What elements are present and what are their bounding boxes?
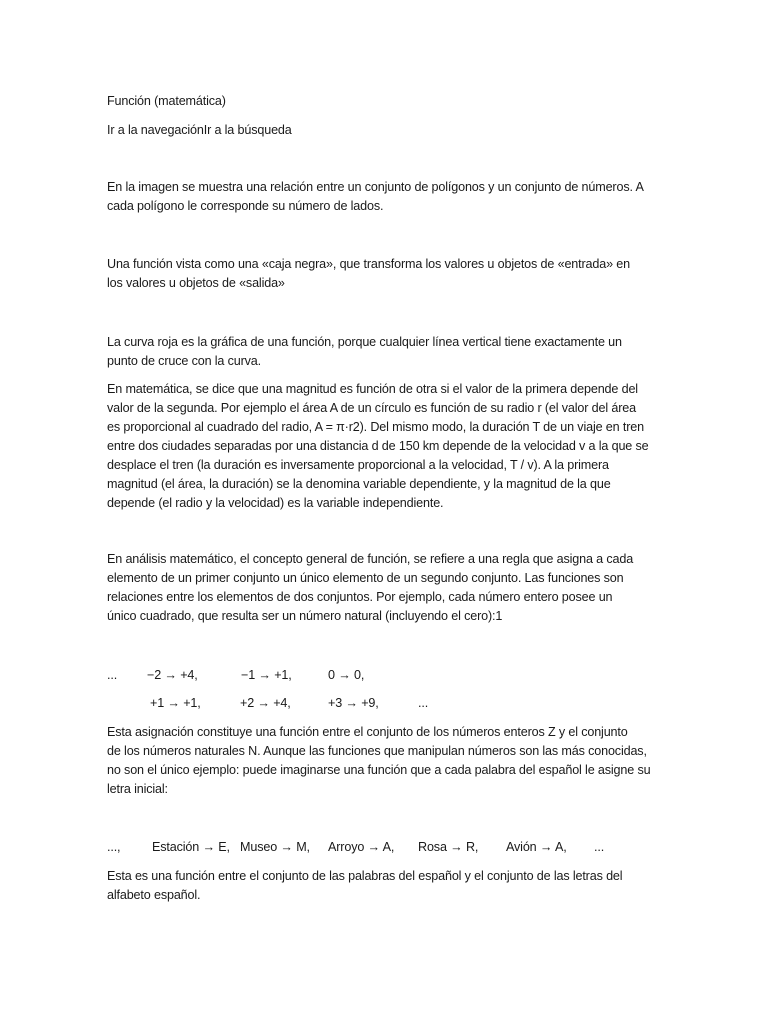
mapping-item: +2 → +4, <box>240 696 291 710</box>
nav-links-line: Ir a la navegaciónIr a la búsqueda <box>107 123 292 137</box>
paragraph-line: punto de cruce con la curva. <box>107 354 262 368</box>
paragraph-line: Una función vista como una «caja negra», que transforma los valores u objetos de «entrada» en <box>107 257 631 271</box>
paragraph-line: los valores u objetos de «salida» <box>107 276 285 290</box>
mapping-item: −2 → +4, <box>147 668 198 682</box>
paragraph-line: elemento de un primer conjunto un único elemento de un segundo conjunto. Las funciones son <box>107 571 624 585</box>
paragraph-line: En la imagen se muestra una relación entre un conjunto de polígonos y un conjunto de números. A <box>107 180 644 194</box>
mapping-row-words <box>107 838 667 857</box>
paragraph-line: depende (el radio y la velocidad) es la variable independiente. <box>107 496 444 510</box>
document-title <box>107 92 667 111</box>
nav-links-text <box>107 121 667 140</box>
paragraph-words-function <box>107 867 667 905</box>
paragraph-analysis <box>107 550 667 626</box>
title-text: Función (matemática) <box>107 94 226 108</box>
paragraph-line: letra inicial: <box>107 782 168 796</box>
paragraph-line: no son el único ejemplo: puede imaginarse una función que a cada palabra del español le asigne su <box>107 763 651 777</box>
paragraph-line: En matemática, se dice que una magnitud es función de otra si el valor de la primera depende del <box>107 382 638 396</box>
mapping-item: +3 → +9, <box>328 696 379 710</box>
mapping-item: ... <box>594 840 605 854</box>
paragraph-black-box <box>107 255 667 293</box>
paragraph-line: magnitud (el área, la duración) se la denomina variable dependiente, y la magnitud de la que <box>107 477 611 491</box>
paragraph-line: En análisis matemático, el concepto general de función, se refiere a una regla que asigna a cada <box>107 552 634 566</box>
paragraph-red-curve <box>107 333 667 371</box>
mapping-item: Museo → M, <box>240 840 310 854</box>
paragraph-magnitude <box>107 380 667 513</box>
mapping-item: Estación → E, <box>152 840 230 854</box>
paragraph-line: es proporcional al cuadrado del radio, A = π·r2). Del mismo modo, la duración T de un viaje en tren <box>107 420 644 434</box>
paragraph-line: relaciones entre los elementos de dos conjuntos. Por ejemplo, cada número entero posee un <box>107 590 613 604</box>
paragraph-line: cada polígono le corresponde su número de lados. <box>107 199 384 213</box>
mapping-item: Arroyo → A, <box>328 840 395 854</box>
mapping-row-integers-1 <box>107 666 667 685</box>
mapping-item: −1 → +1, <box>241 668 292 682</box>
paragraph-polygons <box>107 178 667 216</box>
paragraph-line: alfabeto español. <box>107 888 201 902</box>
paragraph-assignment <box>107 723 667 799</box>
paragraph-line: La curva roja es la gráfica de una función, porque cualquier línea vertical tiene exactamente un <box>107 335 622 349</box>
mapping-item: 0 → 0, <box>328 668 365 682</box>
paragraph-line: Esta asignación constituye una función entre el conjunto de los números enteros Z y el conjunto <box>107 725 628 739</box>
mapping-item: +1 → +1, <box>150 696 201 710</box>
paragraph-line: entre dos ciudades separadas por una distancia d de 150 km depende de la velocidad v a la que se <box>107 439 649 453</box>
paragraph-line: único cuadrado, que resulta ser un número natural (incluyendo el cero):1 <box>107 609 503 623</box>
paragraph-line: Esta es una función entre el conjunto de las palabras del español y el conjunto de las letras del <box>107 869 623 883</box>
mapping-item: ... <box>107 668 118 682</box>
paragraph-line: de los números naturales N. Aunque las funciones que manipulan números son las más conocidas, <box>107 744 647 758</box>
mapping-row-integers-2 <box>107 694 667 713</box>
mapping-item: ..., <box>107 840 121 854</box>
mapping-item: Rosa → R, <box>418 840 479 854</box>
mapping-item: Avión → A, <box>506 840 567 854</box>
paragraph-line: valor de la segunda. Por ejemplo el área A de un círculo es función de su radio r (el valor del área <box>107 401 636 415</box>
mapping-item: ... <box>418 696 429 710</box>
paragraph-line: desplace el tren (la duración es inversamente proporcional a la velocidad, T / v). A la primera <box>107 458 609 472</box>
